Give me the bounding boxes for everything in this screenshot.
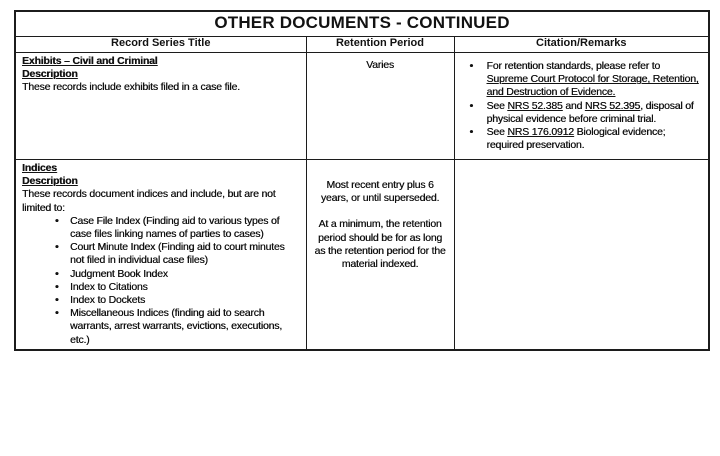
table-row-exhibits	[15, 53, 709, 160]
citation-text: See	[486, 126, 508, 139]
retention-text: Varies	[366, 59, 394, 71]
list-item: • Court Minute Index (Finding aid to court minutes not filed in individual case files)	[22, 241, 300, 267]
record-series-cell-indices	[15, 160, 306, 350]
citation-text: , disposal of physical evidence before criminal trial.	[486, 99, 694, 125]
column-header-row	[15, 37, 709, 53]
table-title-row	[15, 11, 709, 37]
record-series-title: Exhibits – Civil and Criminal	[22, 55, 158, 67]
citation-item	[461, 126, 703, 152]
retention-text: At a minimum, the retention period should be for as long as the retention period for the material indexed.	[314, 218, 446, 271]
list-item: • Case File Index (Finding aid to various types of case files linking names of parties to cases)	[22, 215, 300, 241]
list-item: • Judgment Book Index	[22, 268, 300, 281]
description-text: These records include exhibits filed in a case file.	[22, 81, 240, 94]
citation-cell-indices-empty	[454, 160, 709, 350]
citation-reference: NRS 176.0912	[507, 126, 574, 139]
citation-text: See	[486, 99, 508, 112]
column-header-citation-remarks: Citation/Remarks	[454, 37, 709, 53]
retention-cell-indices	[306, 160, 454, 350]
records-retention-table	[14, 10, 710, 351]
citation-reference: Supreme Court Protocol for Storage, Retention, and Destruction of Evidence.	[486, 73, 699, 99]
citation-cell-exhibits	[454, 53, 709, 160]
citation-reference: NRS 52.395	[584, 99, 641, 112]
list-item: • Miscellaneous Indices (finding aid to search warrants, arrest warrants, evictions, executions, etc.)	[22, 307, 300, 347]
page-title: OTHER DOCUMENTS - CONTINUED	[15, 11, 709, 37]
record-series-cell-exhibits	[15, 53, 306, 160]
citation-reference: NRS 52.385	[507, 99, 563, 112]
list-item: • Index to Citations	[22, 281, 300, 294]
citation-list	[461, 60, 703, 152]
index-type-list	[22, 215, 300, 347]
citation-text: Biological evidence; required preservation.	[486, 126, 666, 152]
description-label: Description	[22, 68, 78, 81]
citation-item	[461, 60, 703, 100]
list-item: • Index to Dockets	[22, 294, 300, 307]
retention-text: Most recent entry plus 6 years, or until superseded.	[320, 179, 440, 205]
description-label: Description	[22, 175, 78, 188]
record-series-title: Indices	[22, 162, 57, 174]
description-text: These records document indices and include, but are not limited to:	[22, 188, 276, 214]
column-header-retention-period: Retention Period	[306, 37, 454, 53]
citation-text: For retention standards, please refer to	[486, 60, 661, 72]
table-row-indices	[15, 160, 709, 350]
column-header-record-series-title: Record Series Title	[15, 37, 306, 53]
citation-text: and	[562, 99, 585, 112]
retention-cell-exhibits	[306, 53, 454, 160]
citation-item	[461, 100, 703, 126]
